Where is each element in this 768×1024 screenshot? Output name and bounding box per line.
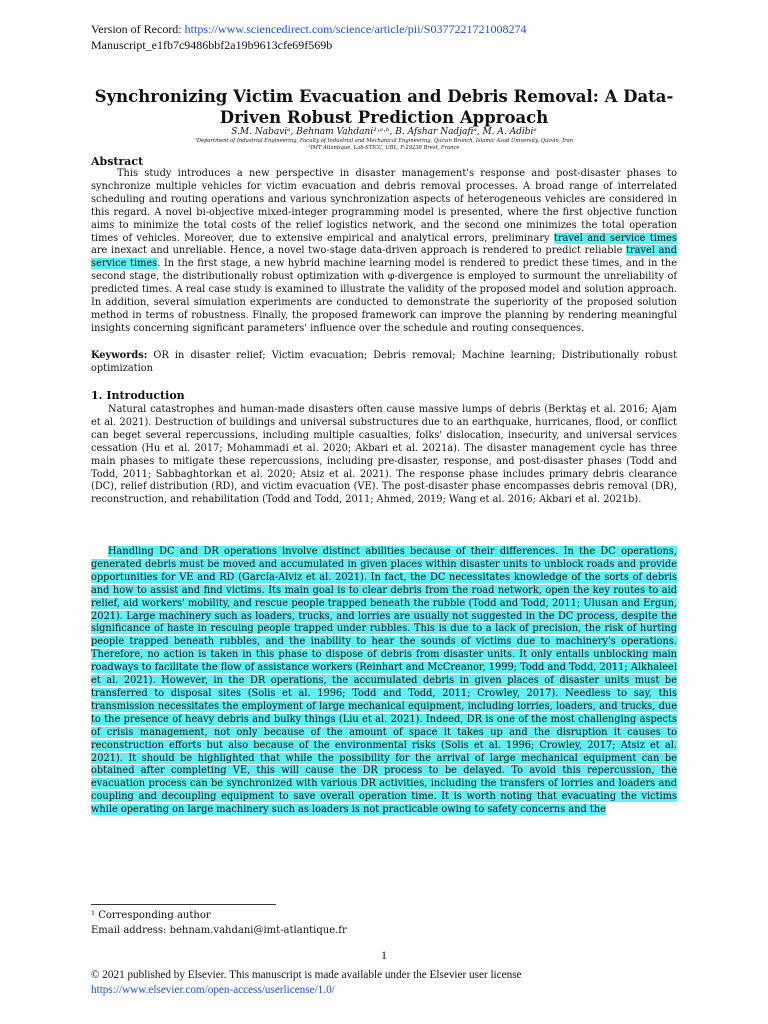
abstract-body bbox=[91, 168, 677, 336]
abstract-heading: Abstract bbox=[91, 155, 144, 168]
abstract-text-2: are inexact and unreliable. Hence, a novel two-stage data-driven approach is rendered to predict reliable bbox=[91, 245, 627, 257]
affiliation-a: ᵃDepartment of Industrial Engineering, Faculty of Industrial and Mechanical Engineering, Qazvin Branch, Islamic Azad University, Qazvin, Iran bbox=[194, 138, 574, 144]
keywords-text: OR in disaster relief; Victim evacuation; Debris removal; Machine learning; Distributionally robust optimization bbox=[91, 350, 677, 374]
highlight-travel-times-1: travel and service times bbox=[553, 232, 677, 244]
version-of-record bbox=[91, 22, 526, 37]
highlighted-paragraph: Handling DC and DR operations involve distinct abilities because of their differences. In the DC operations, generated debris must be moved and accumulated in given places within disaster units to unblock roads and provide opportunities for VE and RD (García-Alviz et al. 2021). In fact, the DC necessitates knowledge of the sorts of debris and how to assist and find victims. Its main goal is to clear debris from the road network, open the key routes to aid relief, aid workers' mobility, and rescue people trapped beneath the rubble (Todd and Todd, 2011; Ulusan and Ergun, 2021). Large machinery such as loaders, trucks, and lorries are usually not suggested in the DC process, despite the significance of haste in rescuing people trapped under rubbles. This is due to a lack of precision, the risk of hurting people trapped beneath rubbles, and the inability to hear the sounds of victims due to machinery's operations. Therefore, no action is taken in this phase to dispose of debris from disaster units. It only entails unblocking main roadways to facilitate the flow of assistance workers (Reinhart and McCreanor, 1999; Todd and Todd, 2011; Alkhaleel et al. 2021). However, in the DR operations, the accumulated debris in given places of disaster units must be transferred to disposal sites (Solis et al. 1996; Todd and Todd, 2011; Crowley, 2017). Needless to say, this transmission necessitates the employment of large mechanical equipment, including lorries, loaders, and trucks, due to the presence of heavy debris and bulky things (Liu et al. 2021). Indeed, DR is one of the most challenging aspects of crisis management, not only because of the amount of space it takes up and the disruption it causes to reconstruction efforts but also because of the environmental risks (Solis et al. 1996; Crowley, 2017; Atsiz et al. 2021). It should be highlighted that while the possibility for the arrival of large mechanical equipment can be obtained after completing VE, this will cause the DR process to be delayed. To avoid this repercussion, the evacuation process can be synchronized with various DR activities, including the transfers of lorries and loaders and coupling and decoupling equipment to save overall operation time. It is worth noting that evacuating the victims while operating on large machinery such as loaders is not practicable owing to safety concerns and the bbox=[91, 546, 677, 816]
footnote-email: Email address: behnam.vahdani@imt-atlantique.fr bbox=[91, 925, 347, 936]
version-link[interactable]: https://www.sciencedirect.com/science/article/pii/S0377221721008274 bbox=[184, 22, 527, 36]
highlight-travel-times-2: travel and service times bbox=[91, 245, 677, 270]
keywords-label: Keywords: bbox=[91, 350, 148, 361]
intro-paragraph-2 bbox=[91, 546, 677, 817]
footnote-divider bbox=[91, 904, 276, 905]
license-link[interactable]: https://www.elsevier.com/open-access/userlicense/1.0/ bbox=[91, 984, 335, 996]
keywords bbox=[91, 350, 677, 376]
paper-title: Synchronizing Victim Evacuation and Debris Removal: A Data-Driven Robust Prediction Approach bbox=[94, 87, 674, 127]
version-label: Version of Record: bbox=[91, 22, 185, 36]
intro-paragraph-1: Natural catastrophes and human-made disasters often cause massive lumps of debris (Berktaş et al. 2016; Ajam et al. 2021). Destruction of buildings and universal substructures due to an earthquake, hurricanes, flood, or conflict can beget several repercussions, including multiple casualties, folks' dislocation, insecurity, and universal services cessation (Hu et al. 2017; Mohammadi et al. 2020; Akbari et al. 2021a). The disaster management cycle has three main phases to mitigate these repercussions, including pre-disaster, response, and post-disaster phases (Todd and Todd, 2011; Sabbaghtorkan et al. 2020; Atsiz et al. 2021). The response phase includes primary debris clearance (DC), relief distribution (RD), and victim evacuation (VE). The post-disaster phase encompasses debris removal (DR), reconstruction, and rehabilitation (Todd and Todd, 2011; Ahmed, 2019; Wang et al. 2016; Akbari et al. 2021b). bbox=[91, 404, 677, 506]
section-heading-introduction: 1. Introduction bbox=[91, 389, 185, 402]
page-number: 1 bbox=[381, 948, 387, 962]
abstract-text-3: . In the first stage, a new hybrid machine learning model is rendered to predict these times, and in the second stage, the distributionally robust optimization with φ-divergence is employed to surmount the unreliability of predicted times. A real case study is examined to illustrate the validity of the proposed model and solution approach. In addition, several simulation experiments are conducted to demonstrate the superiority of the proposed solution method in terms of robustness. Finally, the proposed framework can improve the planning by rendering meaningful insights concerning significant parameters' influence over the schedule and routing consequences. bbox=[91, 258, 677, 334]
footnote-corresponding: ¹ Corresponding author bbox=[91, 910, 211, 921]
manuscript-id: Manuscript_e1fb7c9486bbf2a19b9613cfe69f569b bbox=[91, 38, 333, 52]
affiliation-b: ᵇIMT Atlantique, Lab-STICC, UBL, F-29238 Brest, France bbox=[308, 145, 460, 151]
abstract-text-1: This study introduces a new perspective in disaster management's response and post-disaster phases to synchronize multiple vehicles for victim evacuation and debris removal processes. A broad range of interrelated scheduling and routing operations and various synchronization aspects of heterogeneous vehicles are considered in this regard. A novel bi-objective mixed-integer programming model is presented, where the first objective function aims to minimize the total costs of the relief logistics network, and the second one minimizes the total operation times of vehicles. Moreover, due to extensive empirical and analytical errors, preliminary bbox=[91, 168, 677, 244]
author-list: S.M. Nabaviᵃ, Behnam Vahdani¹·ᵃ·ᵇ, B. Afshar Nadjafiᵃ, M. A. Adibiᵃ bbox=[231, 127, 537, 137]
copyright-notice: © 2021 published by Elsevier. This manuscript is made available under the Elsevier user license bbox=[91, 969, 522, 981]
